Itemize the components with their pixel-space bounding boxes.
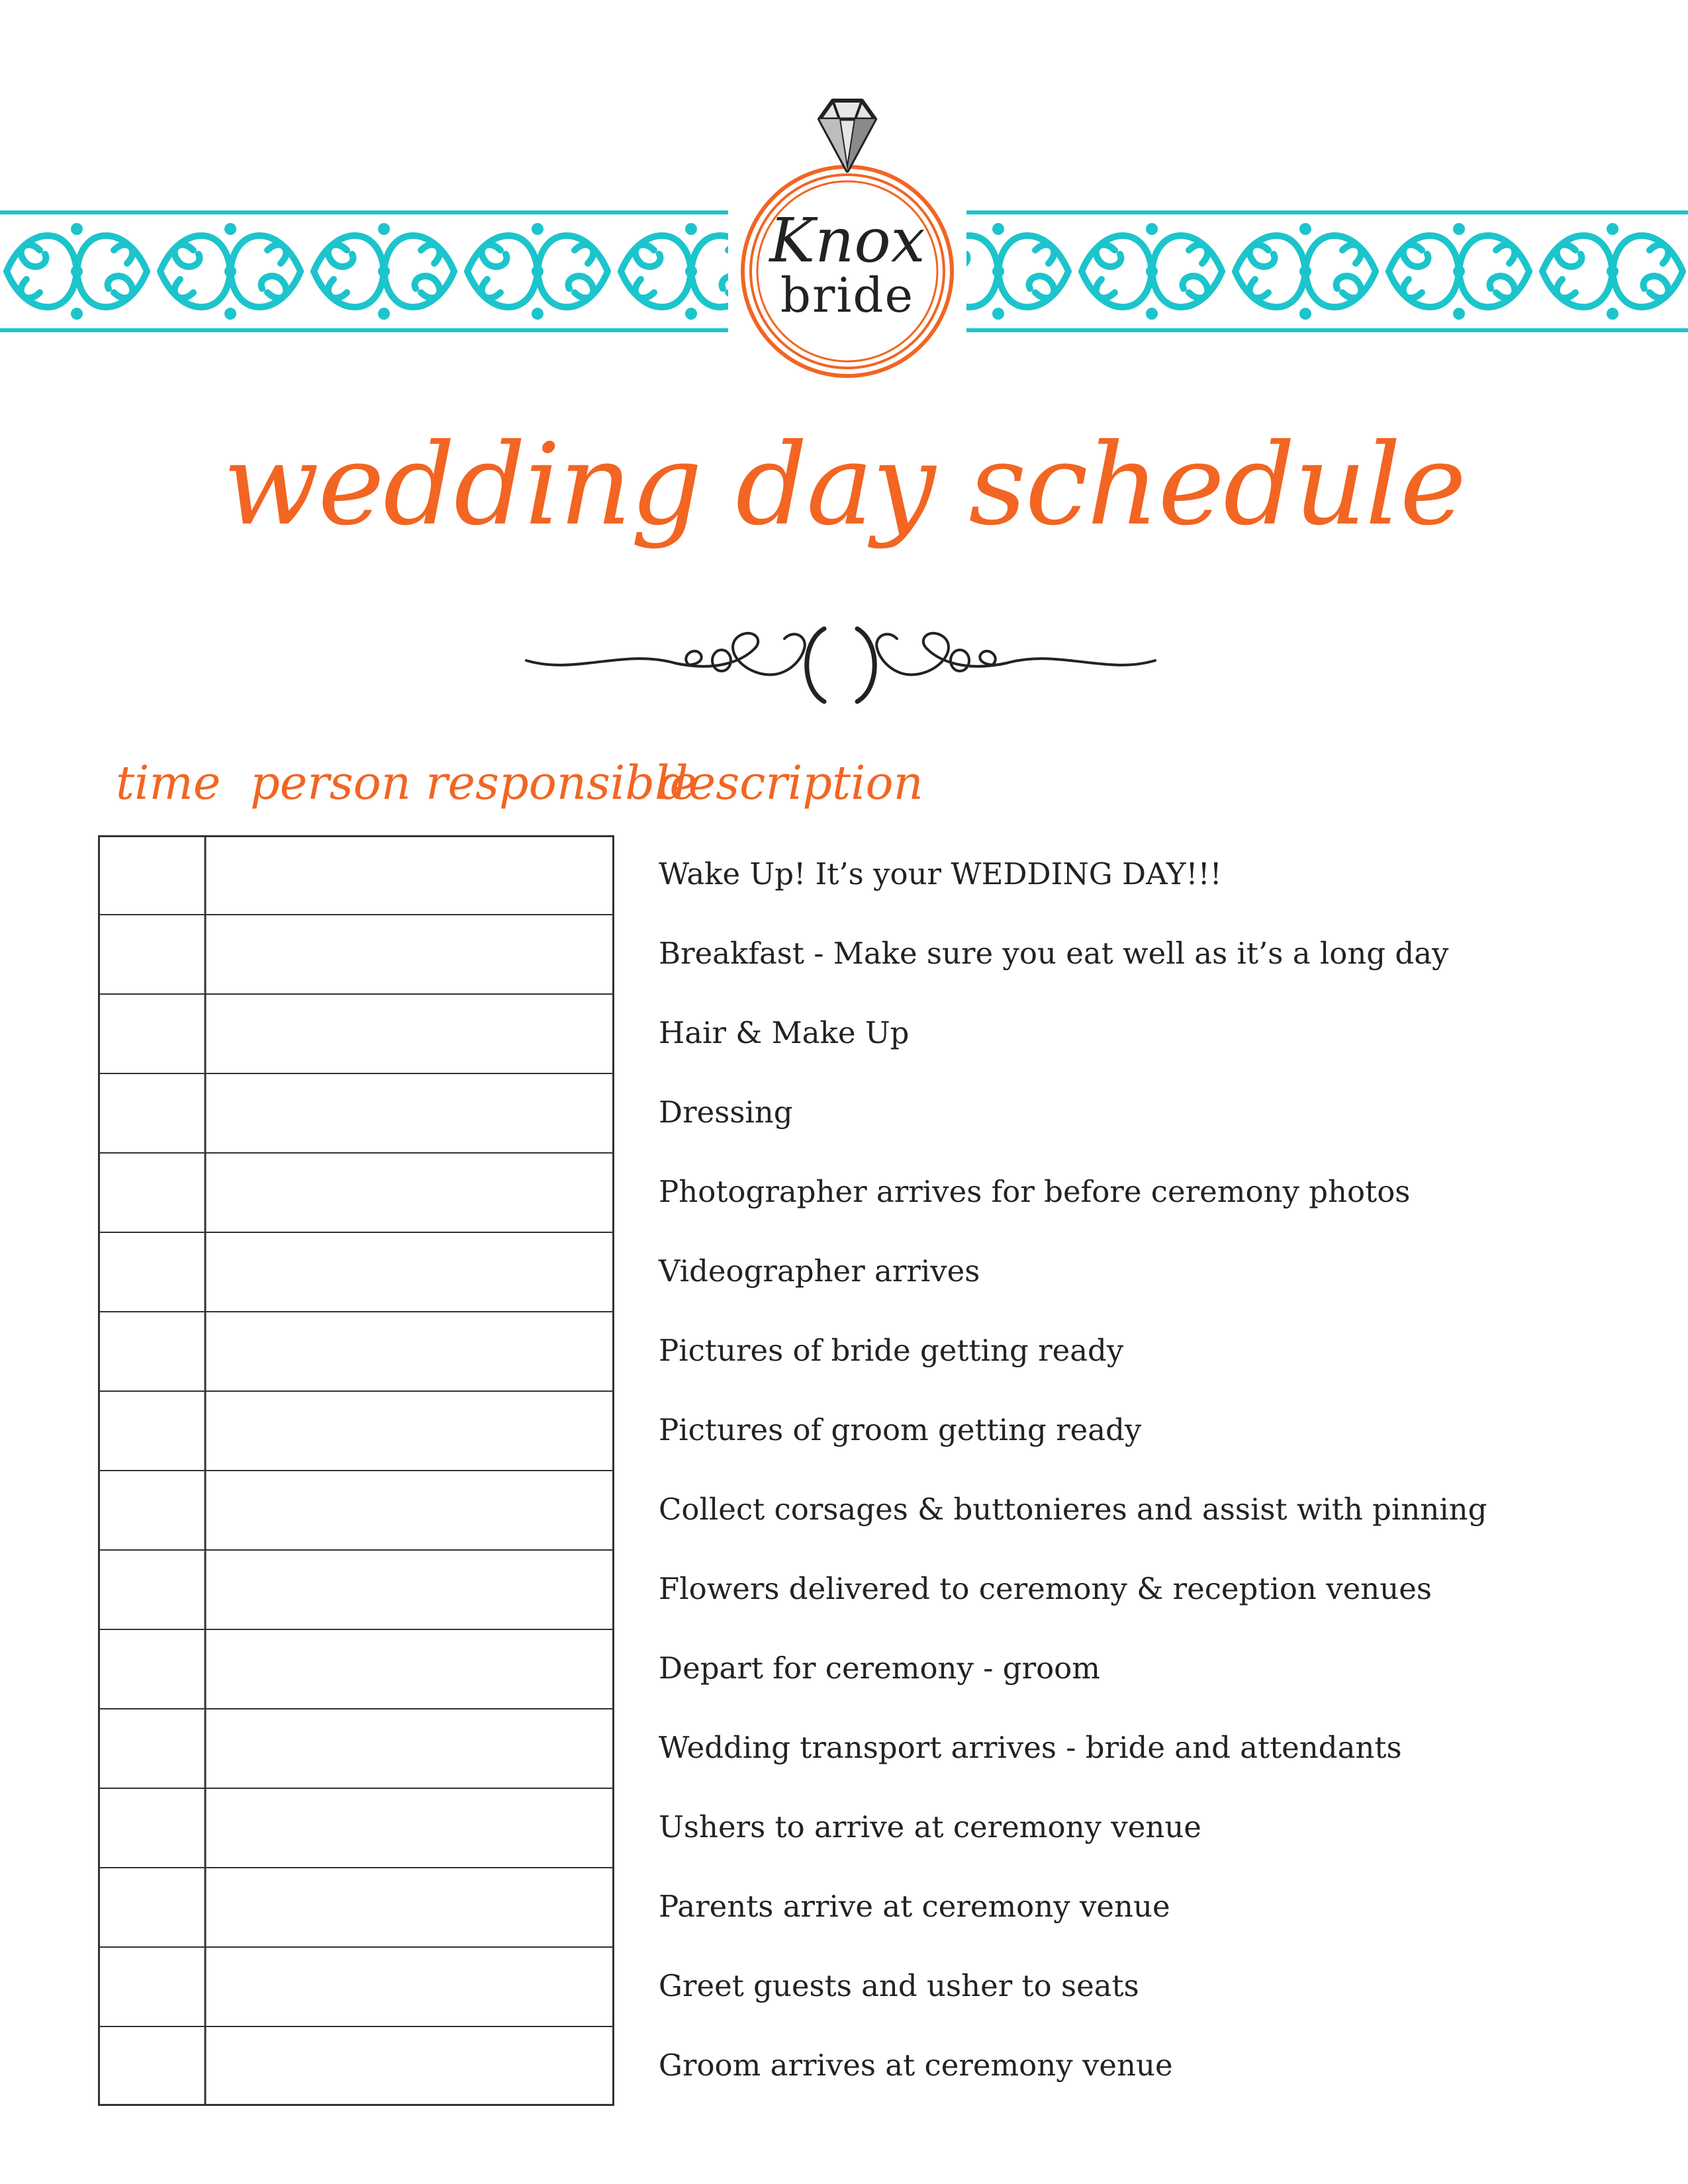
schedule-description: Pictures of groom getting ready (659, 1412, 1142, 1447)
diamond-icon (820, 101, 875, 171)
schedule-description: Hair & Make Up (659, 1015, 910, 1050)
column-header-description: description (659, 756, 923, 810)
schedule-description: Pictures of bride getting ready (659, 1333, 1124, 1368)
schedule-description: Dressing (659, 1095, 793, 1130)
schedule-description: Parents arrive at ceremony venue (659, 1889, 1170, 1924)
logo-knox-text: Knox (769, 205, 925, 276)
schedule-grid (98, 835, 614, 2106)
schedule-description: Collect corsages & buttonieres and assist with pinning (659, 1492, 1487, 1527)
schedule-description: Flowers delivered to ceremony & reception venues (659, 1571, 1432, 1606)
schedule-description: Ushers to arrive at ceremony venue (659, 1809, 1201, 1844)
schedule-description: Photographer arrives for before ceremony photos (659, 1174, 1411, 1209)
schedule-description: Wedding transport arrives - bride and attendants (659, 1730, 1402, 1765)
schedule-description: Greet guests and usher to seats (659, 1968, 1139, 2003)
schedule-description: Breakfast - Make sure you eat well as it’s a long day (659, 936, 1449, 971)
page-title: wedding day schedule (222, 420, 1466, 551)
schedule-description: Depart for ceremony - groom (659, 1651, 1100, 1686)
column-header-person-responsible: person responsible (250, 756, 697, 810)
schedule-description: Groom arrives at ceremony venue (659, 2048, 1173, 2083)
flourish-divider (523, 622, 1158, 708)
column-header-time: time (116, 756, 221, 810)
schedule-description: Videographer arrives (659, 1253, 980, 1289)
logo-bride-text: bride (780, 267, 915, 323)
schedule-description: Wake Up! It’s your WEDDING DAY!!! (659, 856, 1222, 891)
